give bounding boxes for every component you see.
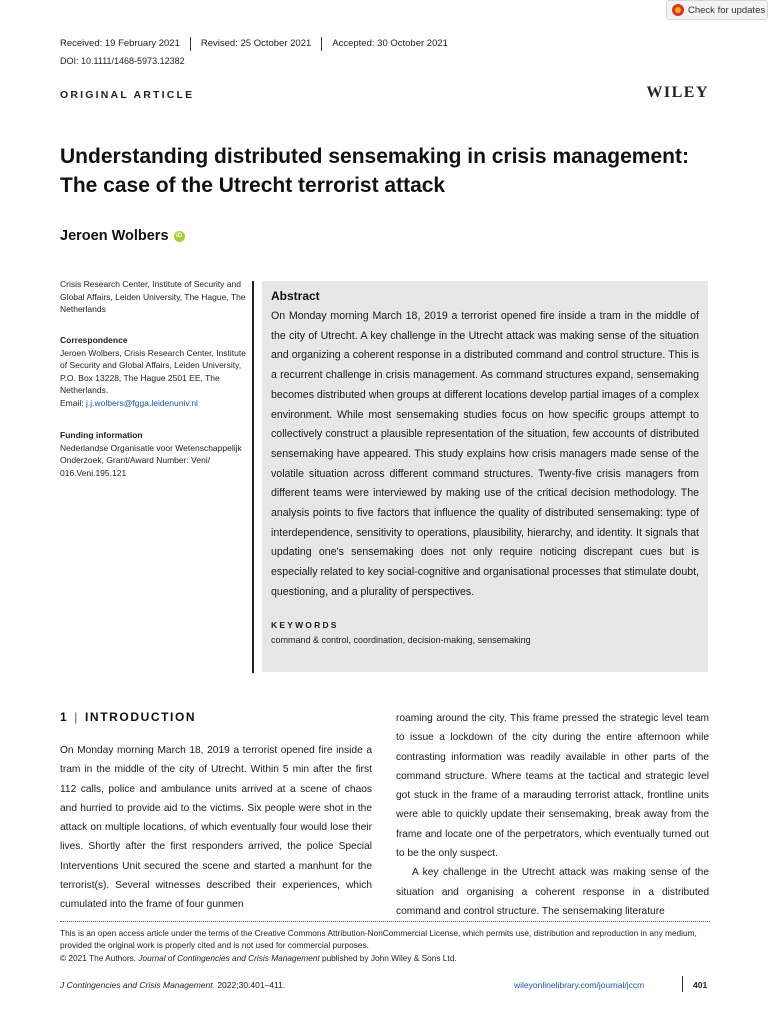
check-for-updates-button[interactable] bbox=[666, 0, 768, 20]
journal-url-link[interactable]: wileyonlinelibrary.com/journal/jccm bbox=[514, 980, 645, 990]
article-title bbox=[60, 142, 720, 200]
footer-citation bbox=[60, 980, 285, 990]
section-title: INTRODUCTION bbox=[85, 710, 197, 724]
funding-information bbox=[60, 429, 250, 479]
title-line-1: Understanding distributed sensemaking in crisis management: bbox=[60, 145, 689, 168]
footer-journal: J Contingencies and Crisis Management bbox=[60, 980, 213, 990]
update-icon bbox=[672, 4, 684, 16]
abstract-box bbox=[262, 281, 708, 672]
affiliation: Crisis Research Center, Institute of Security and Global Affairs, Leiden University, The Hague, The Netherlands bbox=[60, 279, 246, 315]
funding-text: Nederlandse Organisatie voor Wetenschappelijk Onderzoek, Grant/Award Number: Veni/ 016.Veni.195.121 bbox=[60, 442, 242, 478]
correspondence-heading: Correspondence bbox=[60, 335, 128, 345]
keywords-heading: KEYWORDS bbox=[271, 619, 339, 630]
author bbox=[60, 228, 185, 244]
abstract-text: On Monday morning March 18, 2019 a terrorist opened fire inside a tram in the middle of the city of Utrecht. A key challenge in the Utrecht attack was making sense of the situation and organizing a coherent response in a distributed command and control structure. This is a recurrent challenge in crisis management. As command structures expand, sensemaking becomes distributed when groups at different locations develop partial images of a complex environment. While most sensemaking studies focus on how specific groups attempt to collectively construct a plausible representation of the situation, few accounts of distributed sensemaking have appeared. This study explains how crisis managers made sense of the volatile situation across different command structures. Twenty-five crisis managers from different teams were interviewed by making use of the critical decision methodology. The analysis points to five factors that influence the quality of distributed sensemaking: type of interdependence, sensitivity to operations, plausibility, hierarchy, and identity. It signals that updating one's sensemaking does not only require noticing discrepant cues but is especially related to key social-cognitive and organisational processes that stimulate doubt, questioning, and a plurality of perspectives. bbox=[271, 310, 699, 598]
check-for-updates-label: Check for updates bbox=[688, 4, 766, 16]
correspondence-text: Jeroen Wolbers, Crisis Research Center, Institute of Security and Global Affairs, Leiden University, P.O. Box 13228, The Hague 2501 EE, The Netherlands. bbox=[60, 347, 246, 396]
paragraph: On Monday morning March 18, 2019 a terrorist opened fire inside a tram in the middle of the city of Utrecht. Within 5 min after the first 112 calls, police and ambulance units arrived at a scene of chaos and hurried to provide aid to the victims. Six people were shot in the attack on multiple locations, of which eventually four would lose their lives. Shortly after the first responders arrived, the police Special Interventions Unit secured the scene and started a manhunt for the terrorist(s). Several witnesses described their experiences, which cumulated into the frame of four gunmen bbox=[60, 745, 372, 911]
paragraph: roaming around the city. This frame pressed the strategic level team to issue a lockdown of the city during the entire afternoon while contrasting information was readily available in other parts of the command structure. Where teams at the tactical and strategic level got stuck in the frame of a marauding terrorist attack, frontline units were able to quickly update their sensemaking, break away from the frame and locate one of the perpetrators, which eventually turned out to be the only suspect. bbox=[396, 713, 709, 860]
email-label: Email: bbox=[60, 397, 84, 408]
doi[interactable]: DOI: 10.1111/1468-5973.12382 bbox=[60, 56, 185, 66]
funding-heading: Funding information bbox=[60, 430, 143, 440]
keywords: command & control, coordination, decision-making, sensemaking bbox=[271, 634, 531, 645]
revised-date: Revised: 25 October 2021 bbox=[190, 37, 321, 51]
email-link[interactable]: j.j.wolbers@fgga.leidenuniv.nl bbox=[86, 397, 198, 408]
section-heading bbox=[60, 710, 196, 724]
footnote-rule bbox=[60, 921, 710, 922]
author-name[interactable]: Jeroen Wolbers bbox=[60, 228, 169, 244]
license-note bbox=[60, 927, 710, 964]
license-text: This is an open access article under the terms of the Creative Commons Attribution-NonCommercial License, which permits use, distribution and reproduction in any medium, provided the original work is properly cited and is not used for commercial purposes. bbox=[60, 928, 697, 951]
footer-citation-text: . 2022;30:401–411. bbox=[212, 980, 286, 990]
footer-divider bbox=[682, 976, 683, 992]
abstract-heading: Abstract bbox=[271, 289, 320, 303]
correspondence bbox=[60, 334, 250, 410]
copyright-prefix: © 2021 The Authors. bbox=[60, 952, 137, 963]
divider-line bbox=[252, 281, 254, 673]
journal-name: Journal of Contingencies and Crisis Management bbox=[138, 952, 320, 963]
publisher-logo: WILEY bbox=[646, 84, 709, 101]
section-number: 1 bbox=[60, 710, 69, 724]
title-line-2: The case of the Utrecht terrorist attack bbox=[60, 174, 446, 197]
body-column-left bbox=[60, 741, 372, 915]
copyright-suffix: published by John Wiley & Sons Ltd. bbox=[321, 952, 457, 963]
article-dates bbox=[60, 37, 458, 51]
accepted-date: Accepted: 30 October 2021 bbox=[321, 37, 458, 51]
received-date: Received: 19 February 2021 bbox=[60, 38, 180, 49]
section-separator: | bbox=[74, 710, 79, 724]
orcid-icon[interactable]: iD bbox=[174, 231, 185, 242]
paragraph: A key challenge in the Utrecht attack was making sense of the situation and organising a coherent response in a distributed command and control structure. The sensemaking literature bbox=[396, 867, 709, 917]
article-type: ORIGINAL ARTICLE bbox=[60, 89, 195, 101]
body-column-right bbox=[396, 709, 709, 921]
page-number: 401 bbox=[693, 980, 708, 990]
